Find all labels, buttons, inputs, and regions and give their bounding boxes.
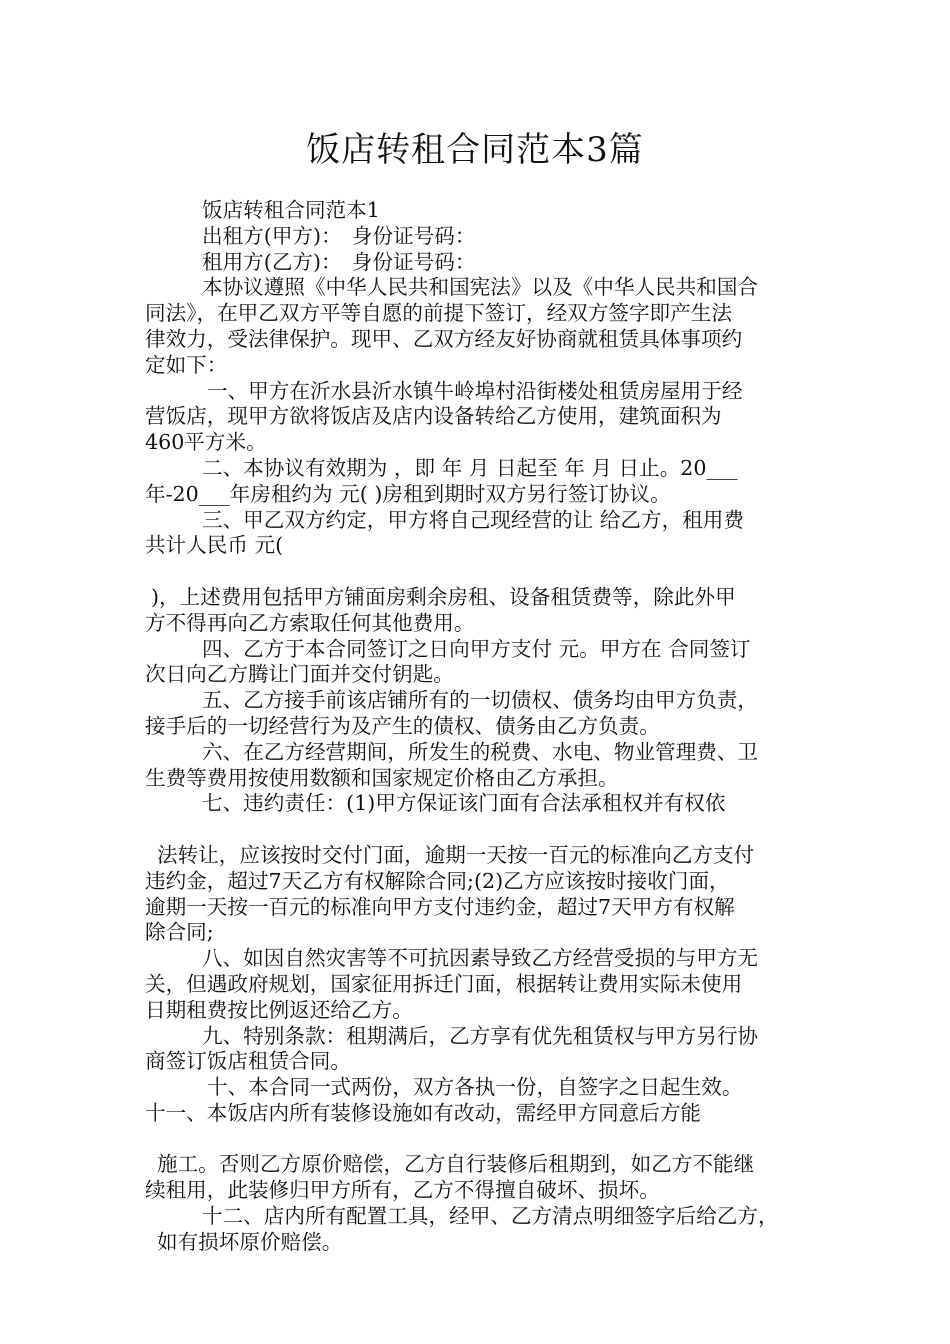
clause-line: 六、在乙方经营期间，所发生的税费、水电、物业管理费、卫 [202,739,759,764]
document-title: 饭店转租合同范本3篇 [306,130,644,170]
paragraph-line: 定如下： [145,352,228,377]
clause-line: 年-20___年房租约为 元( )房租到期时双方另行签订协议。 [145,481,671,506]
clause-line: 五、乙方接手前该店铺所有的一切债权、债务均由甲方负责， [202,688,759,713]
clause-line: 商签订饭店租赁合同。 [145,1049,351,1074]
lessor-line: 出租方(甲方)： 身份证号码： [202,223,476,248]
clause-line: 营饭店，现甲方欲将饭店及店内设备转给乙方使用，建筑面积为 [145,404,722,429]
clause-line: 违约金，超过7天乙方有权解除合同;(2)乙方应该按时接收门面， [145,868,730,893]
clause-line: 九、特别条款：租期满后，乙方享有优先租赁权与甲方另行协 [202,1023,759,1048]
clause-line: 七、违约责任：(1)甲方保证该门面有合法承租权并有权依 [202,791,726,816]
clause-line: 生费等费用按使用数额和国家规定价格由乙方承担。 [145,765,619,790]
clause-line: )，上述费用包括甲方铺面房剩余房租、设备租赁费等，除此外甲 [151,584,736,609]
lessee-line: 租用方(乙方)： 身份证号码： [202,249,476,274]
clause-line: 续租用，此装修归甲方所有，乙方不得擅自破坏、损坏。 [145,1178,660,1203]
paragraph-line: 律效力，受法律保护。现甲、乙双方经友好协商就租赁具体事项约 [145,326,743,351]
clause-line: 方不得再向乙方索取任何其他费用。 [145,610,475,635]
clause-line: 八、如因自然灾害等不可抗因素导致乙方经营受损的与甲方无 [202,946,759,971]
clause-line: 460平方米。 [145,430,267,455]
clause-line: 接手后的一切经营行为及产生的债权、债务由乙方负责。 [145,713,660,738]
clause-line: 法转让，应该按时交付门面，逾期一天按一百元的标准向乙方支付 [157,842,755,867]
clause-line: 除合同; [145,920,214,945]
blank-line [145,817,815,843]
clause-line: 十一、本饭店内所有装修设施如有改动，需经甲方同意后方能 [145,1100,702,1125]
clause-line: 如有损坏原价赔偿。 [157,1229,343,1254]
subtitle-line: 饭店转租合同范本1 [202,198,380,222]
clause-line: 关，但遇政府规划，国家征用拆迁门面，根据转让费用实际未使用 [145,971,743,996]
blank-line [145,559,815,585]
clause-line: 三、甲乙双方约定，甲方将自己现经营的让 给乙方，租用费 [202,507,744,532]
clause-line: 日期租费按比例返还给乙方。 [145,997,413,1022]
paragraph-line: 本协议遵照《中华人民共和国宪法》以及《中华人民共和国合 [202,275,759,300]
clause-line: 一、甲方在沂水县沂水镇牛岭埠村沿街楼处租赁房屋用于经 [207,378,743,403]
clause-line: 二、本协议有效期为 ，即 年 月 日起至 年 月 日止。20___ [202,455,738,480]
paragraph-line: 同法》，在甲乙双方平等自愿的前提下签订，经双方签字即产生法 [145,301,732,326]
clause-line: 十、本合同一式两份，双方各执一份，自签字之日起生效。 [207,1075,743,1100]
blank-line [145,1127,815,1153]
clause-line: 次日向乙方腾让门面并交付钥匙。 [145,662,454,687]
clause-line: 施工。否则乙方原价赔偿，乙方自行装修后租期到，如乙方不能继 [157,1152,755,1177]
clause-line: 共计人民币 元( [145,533,284,558]
clause-line: 十二、店内所有配置工具，经甲、乙方清点明细签字后给乙方， [202,1204,779,1229]
clause-line: 逾期一天按一百元的标准向甲方支付违约金，超过7天甲方有权解 [145,894,735,919]
document-body [145,198,815,1256]
clause-line: 四、乙方于本合同签订之日向甲方支付 元。甲方在 合同签订 [202,636,751,661]
